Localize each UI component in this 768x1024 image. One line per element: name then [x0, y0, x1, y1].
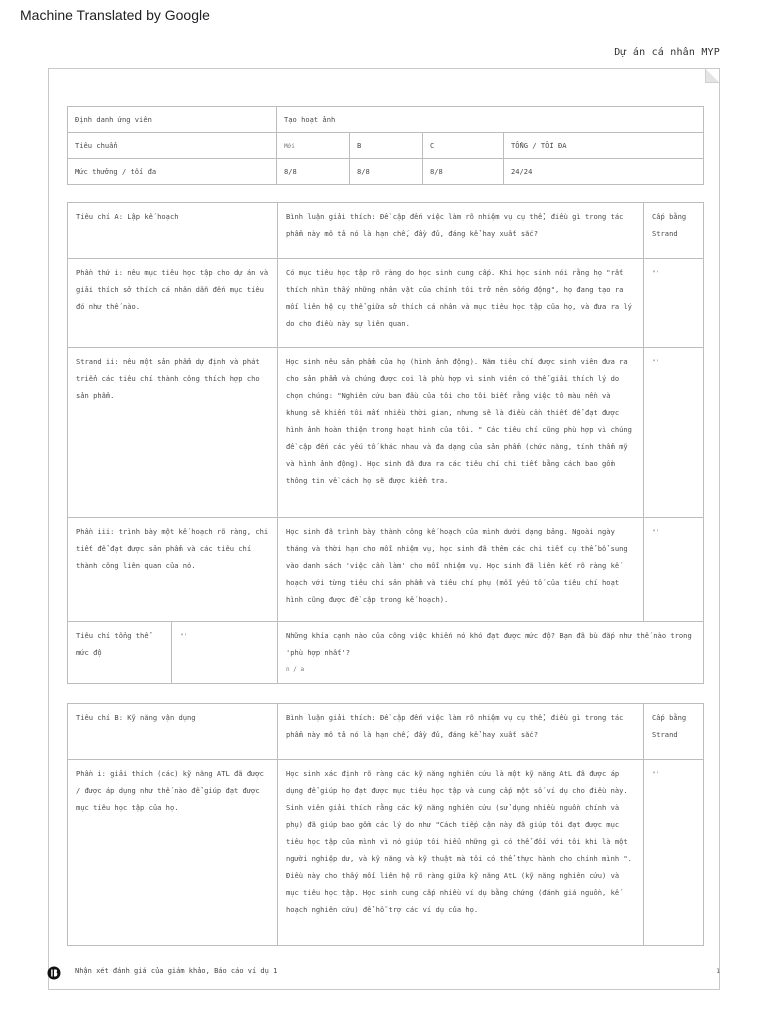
overall-comment-cell — [278, 622, 704, 684]
criterion-b-label: Tiêu chí B: Kỹ năng vận dụng — [68, 704, 278, 760]
overall-answer: n / a — [286, 666, 305, 673]
footer-text: Nhận xét đánh giá của giám khảo, Báo cáo ví dụ 1 — [75, 967, 278, 975]
summary-cell: 24/24 — [504, 159, 704, 185]
criterion-a-level-heading: Cấp bằng Strand — [644, 203, 704, 259]
strand-comment: Học sinh nêu sản phẩm của họ (hình ảnh động). Năm tiêu chí được sinh viên đưa ra cho sản phẩm và chúng được coi là phù hợp vì sinh viên có thể giải thích lý do chọn chúng: "Nghiên cứu ban đầu của tôi cho tôi biết rằng việc tô màu nền và khung sẽ khiến tôi mất nhiều thời gian, nhưng sẽ là điều cần thiết để đạt được hình ảnh hoàn thiện trong hoạt hình của tôi. " Các tiêu chí cũng phù hợp vì chúng đề cập đến các yếu tố khác nhau và đa dạng của sản phẩm (chức năng, tính thẩm mỹ và hình ảnh động). Học sinh đã đưa ra các tiêu chí chi tiết bằng cách bao gồm thông tin về cách họ sẽ được kiểm tra. — [278, 348, 644, 518]
strand-comment: Học sinh xác định rõ ràng các kỹ năng nghiên cứu là một kỹ năng AtL đã được áp dụng để giúp họ đạt được mục tiêu học tập và cung cấp một số ví dụ cho điều này. Sinh viên giải thích rằng các kỹ năng nghiên cứu (sử dụng nhiều nguồn chính và phụ) đã giúp bao gồm các lý do như "Cách tiếp cận này đã giúp tôi đạt được mục tiêu học tập của mình vì nó giúp tôi hiểu những gì có thể đối với tôi khi là một người nghiệp dư, và kỹ năng và kỹ thuật mà tôi có thể thực hành cho chính mình ". Điều này cho thấy mối liên hệ rõ ràng giữa kỹ năng AtL (kỹ năng nghiên cứu) và mục tiêu học tập. Học sinh cung cấp nhiều ví dụ bằng chứng (đánh giá nguồn, kế hoạch nghiên cứu) để hỗ trợ các ví dụ của họ. — [278, 760, 644, 946]
summary-cell: B — [350, 133, 423, 159]
strand-description: Strand ii: nêu một sản phẩm dự định và phát triển các tiêu chí thành công thích hợp cho sản phẩm. — [68, 348, 278, 518]
strand-comment: Học sinh đã trình bày thành công kế hoạch của mình dưới dạng bảng. Ngoài ngày tháng và thời hạn cho mỗi nhiệm vụ, học sinh đã thêm các chi tiết cụ thể bổ sung vào danh sách 'việc cần làm' cho mỗi nhiệm vụ. Học sinh đã liên kết rõ ràng kế hoạch với từng tiêu chí sản phẩm và tiêu chí phụ (mỗi yếu tố của tiêu chí hoạt hình cũng được đề cập trong kế hoạch). — [278, 518, 644, 622]
strand-level: "' — [644, 259, 704, 348]
strand-level: "' — [644, 348, 704, 518]
criterion-b-comment-heading: Bình luận giải thích: Đề cập đến việc làm rõ nhiệm vụ cụ thể, điều gì trong tác phẩm này mô tả nó là hạn chế, đầy đủ, đáng kể hay xuất sắc? — [278, 704, 644, 760]
criterion-b-table — [67, 703, 704, 946]
criterion-a-overall-row — [68, 622, 704, 684]
summary-row — [68, 159, 704, 185]
strand-description: Phần thứ i: nêu mục tiêu học tập cho dự án và giải thích sở thích cá nhân dẫn đến mục tiêu đó như thế nào. — [68, 259, 278, 348]
table-row — [68, 518, 704, 622]
summary-cell: Mới — [277, 133, 350, 159]
summary-cell: C — [423, 133, 504, 159]
page-number: 1 — [716, 967, 720, 975]
strand-level: "' — [644, 518, 704, 622]
summary-cell: Mức thưởng / tối đa — [68, 159, 277, 185]
translation-banner: Machine Translated by Google — [20, 7, 210, 23]
criterion-a-table — [67, 202, 704, 684]
criterion-a-label: Tiêu chí A: Lập kế hoạch — [68, 203, 278, 259]
ib-logo-icon — [47, 966, 61, 980]
table-row — [68, 760, 704, 946]
overall-level-label: Tiêu chí tổng thể mức độ — [68, 622, 172, 684]
overall-question: Những khía cạnh nào của công việc khiến nó khó đạt được mức độ? Bạn đã bù đắp như thế nào trong 'phù hợp nhất'? — [286, 631, 692, 657]
criterion-a-comment-heading: Bình luận giải thích: Đề cập đến việc làm rõ nhiệm vụ cụ thể, điều gì trong tác phẩm này mô tả nó là hạn chế, đầy đủ, đáng kể hay xuất sắc? — [278, 203, 644, 259]
criterion-b-header-row — [68, 704, 704, 760]
criterion-b-level-heading: Cấp bằng Strand — [644, 704, 704, 760]
summary-cell: 8/8 — [350, 159, 423, 185]
summary-cell: Tiêu chuẩn — [68, 133, 277, 159]
summary-cell: 8/8 — [423, 159, 504, 185]
table-row — [68, 259, 704, 348]
page-title: Dự án cá nhân MYP — [614, 47, 720, 58]
strand-description: Phần iii: trình bày một kế hoạch rõ ràng, chi tiết để đạt được sản phẩm và các tiêu chí thành công liên quan của nó. — [68, 518, 278, 622]
summary-row — [68, 133, 704, 159]
summary-cell: 8/8 — [277, 159, 350, 185]
overall-level-value: "' — [172, 622, 278, 684]
strand-description: Phần i: giải thích (các) kỹ năng ATL đã được / được áp dụng như thế nào để giúp đạt được mục tiêu học tập của họ. — [68, 760, 278, 946]
summary-cell: Định danh ứng viên — [68, 107, 277, 133]
criterion-a-header-row — [68, 203, 704, 259]
summary-table — [67, 106, 704, 185]
summary-row — [68, 107, 704, 133]
summary-cell: Tạo hoạt ảnh — [277, 107, 704, 133]
strand-level: "' — [644, 760, 704, 946]
page-corner-fold — [705, 69, 719, 83]
table-row — [68, 348, 704, 518]
strand-comment: Có mục tiêu học tập rõ ràng do học sinh cung cấp. Khi học sinh nói rằng họ "rất thích nhìn thấy những nhân vật của chính tôi trở nên sống động", họ đang tạo ra mối liên hệ cụ thể giữa sở thích cá nhân và mục tiêu học tập của họ, và đưa ra lý do cho điều này sự liên quan. — [278, 259, 644, 348]
summary-cell: TỔNG / TỐI ĐA — [504, 133, 704, 159]
